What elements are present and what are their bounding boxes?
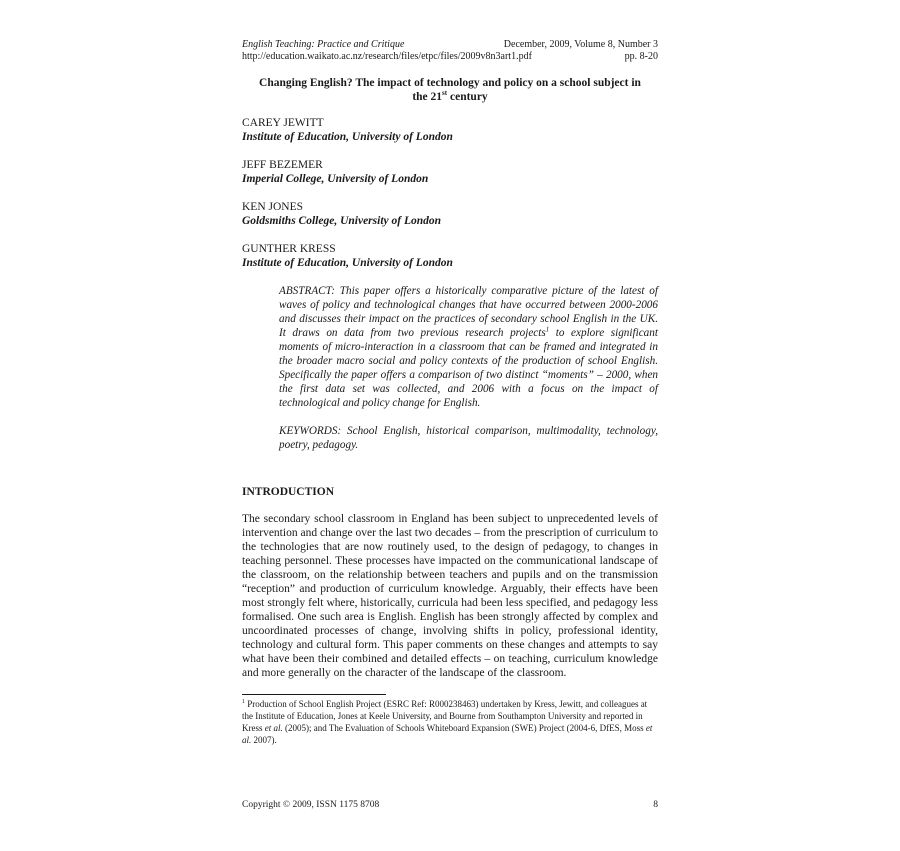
author-name: CAREY JEWITT <box>242 117 324 129</box>
article-url[interactable]: http://education.waikato.ac.nz/research/files/etpc/files/2009v8n3art1.pdf <box>242 51 532 62</box>
page-footer <box>242 799 658 811</box>
page-range: pp. 8-20 <box>624 51 658 62</box>
footnote-text-continued: (2005); and The Evaluation of Schools Whiteboard Expansion (SWE) Project (2004-6, DfES, Moss <box>282 723 646 733</box>
footnote-etal: et al. <box>242 723 653 745</box>
author-name: GUNTHER KRESS <box>242 243 336 255</box>
paper-page <box>242 39 658 746</box>
running-header-line-2 <box>242 51 658 63</box>
paper-title <box>242 76 658 104</box>
keywords: KEYWORDS: School English, historical comparison, multimodality, technology, poetry, pedagogy. <box>279 425 658 451</box>
abstract-text-continued: to explore significant moments of micro-interaction in a classroom that can be framed and integrated in the broader macro social and policy contexts of the production of school English. Specifically the paper offers a comparison of two distinct “moments” – 2000, when the first data set was collected, and 2006 with a focus on the impact of technological and policy change for English. <box>279 327 658 409</box>
section-heading: INTRODUCTION <box>242 486 335 498</box>
footnote-divider <box>242 694 386 695</box>
body-paragraph: The secondary school classroom in England has been subject to unprecedented levels of intervention and change over the last two decades – from the prescription of curriculum to the technologies that are now routinely used, to the design of pedagogy, to changes in teaching personnel. These processes have impacted on the communicational landscape of the classroom, on the relationship between teachers and pupils and on the transmission “reception” and production of curriculum knowledge. Arguably, their effects have been most strongly felt where, historically, curricula had been less specified, and pedagogy less formalised. One such area is English. English has been strongly affected by complex and uncoordinated processes of change, involving shifts in policy, professional identity, technology and cultural form. This paper comments on these changes and attempts to say what have been their combined and detailed effects – on teaching, curriculum knowledge and more generally on the character of the landscape of the classroom. <box>242 513 658 679</box>
issue-info: December, 2009, Volume 8, Number 3 <box>503 39 658 50</box>
author-name: KEN JONES <box>242 201 304 213</box>
abstract-text: ABSTRACT: This paper offers a historically comparative picture of the latest of waves of policy and technological changes that have occurred between 2000-2006 and discusses their impact on the practices of secondary school English in the UK. It draws on data from two previous research projects <box>279 285 658 339</box>
title-line-2-end: century <box>447 91 488 103</box>
footnote <box>242 698 658 746</box>
footnote-text: Production of School English Project (ESRC Ref: R000238463) undertaken by Kress, Jewitt, and colleagues at the Institute of Education, Jones at Keele University, and Bourne from Southampton University and reported in Kress <box>242 699 648 733</box>
footnote-etal: et al. <box>264 723 283 733</box>
author-block <box>242 116 658 144</box>
page-number: 8 <box>653 800 658 810</box>
author-institution: Goldsmiths College, University of London <box>242 215 442 227</box>
journal-name: English Teaching: Practice and Critique <box>242 39 405 50</box>
author-institution: Institute of Education, University of London <box>242 257 453 269</box>
author-list <box>242 116 658 270</box>
running-header-line-1 <box>242 39 658 51</box>
copyright-notice: Copyright © 2009, ISSN 1175 8708 <box>242 800 380 810</box>
abstract <box>279 284 658 410</box>
author-institution: Imperial College, University of London <box>242 173 429 185</box>
footnote-marker[interactable]: 1 <box>545 325 550 334</box>
author-block <box>242 200 658 228</box>
title-line-2-text: the 21 <box>412 91 443 103</box>
title-superscript: st <box>442 89 448 98</box>
footnote-text-end: 2007). <box>251 735 277 745</box>
title-line-2 <box>242 90 658 104</box>
footnote-number: 1 <box>242 699 245 705</box>
author-block <box>242 242 658 270</box>
title-line-1: Changing English? The impact of technology and policy on a school subject in <box>259 77 641 89</box>
author-block <box>242 158 658 186</box>
author-name: JEFF BEZEMER <box>242 159 323 171</box>
author-institution: Institute of Education, University of London <box>242 131 453 143</box>
